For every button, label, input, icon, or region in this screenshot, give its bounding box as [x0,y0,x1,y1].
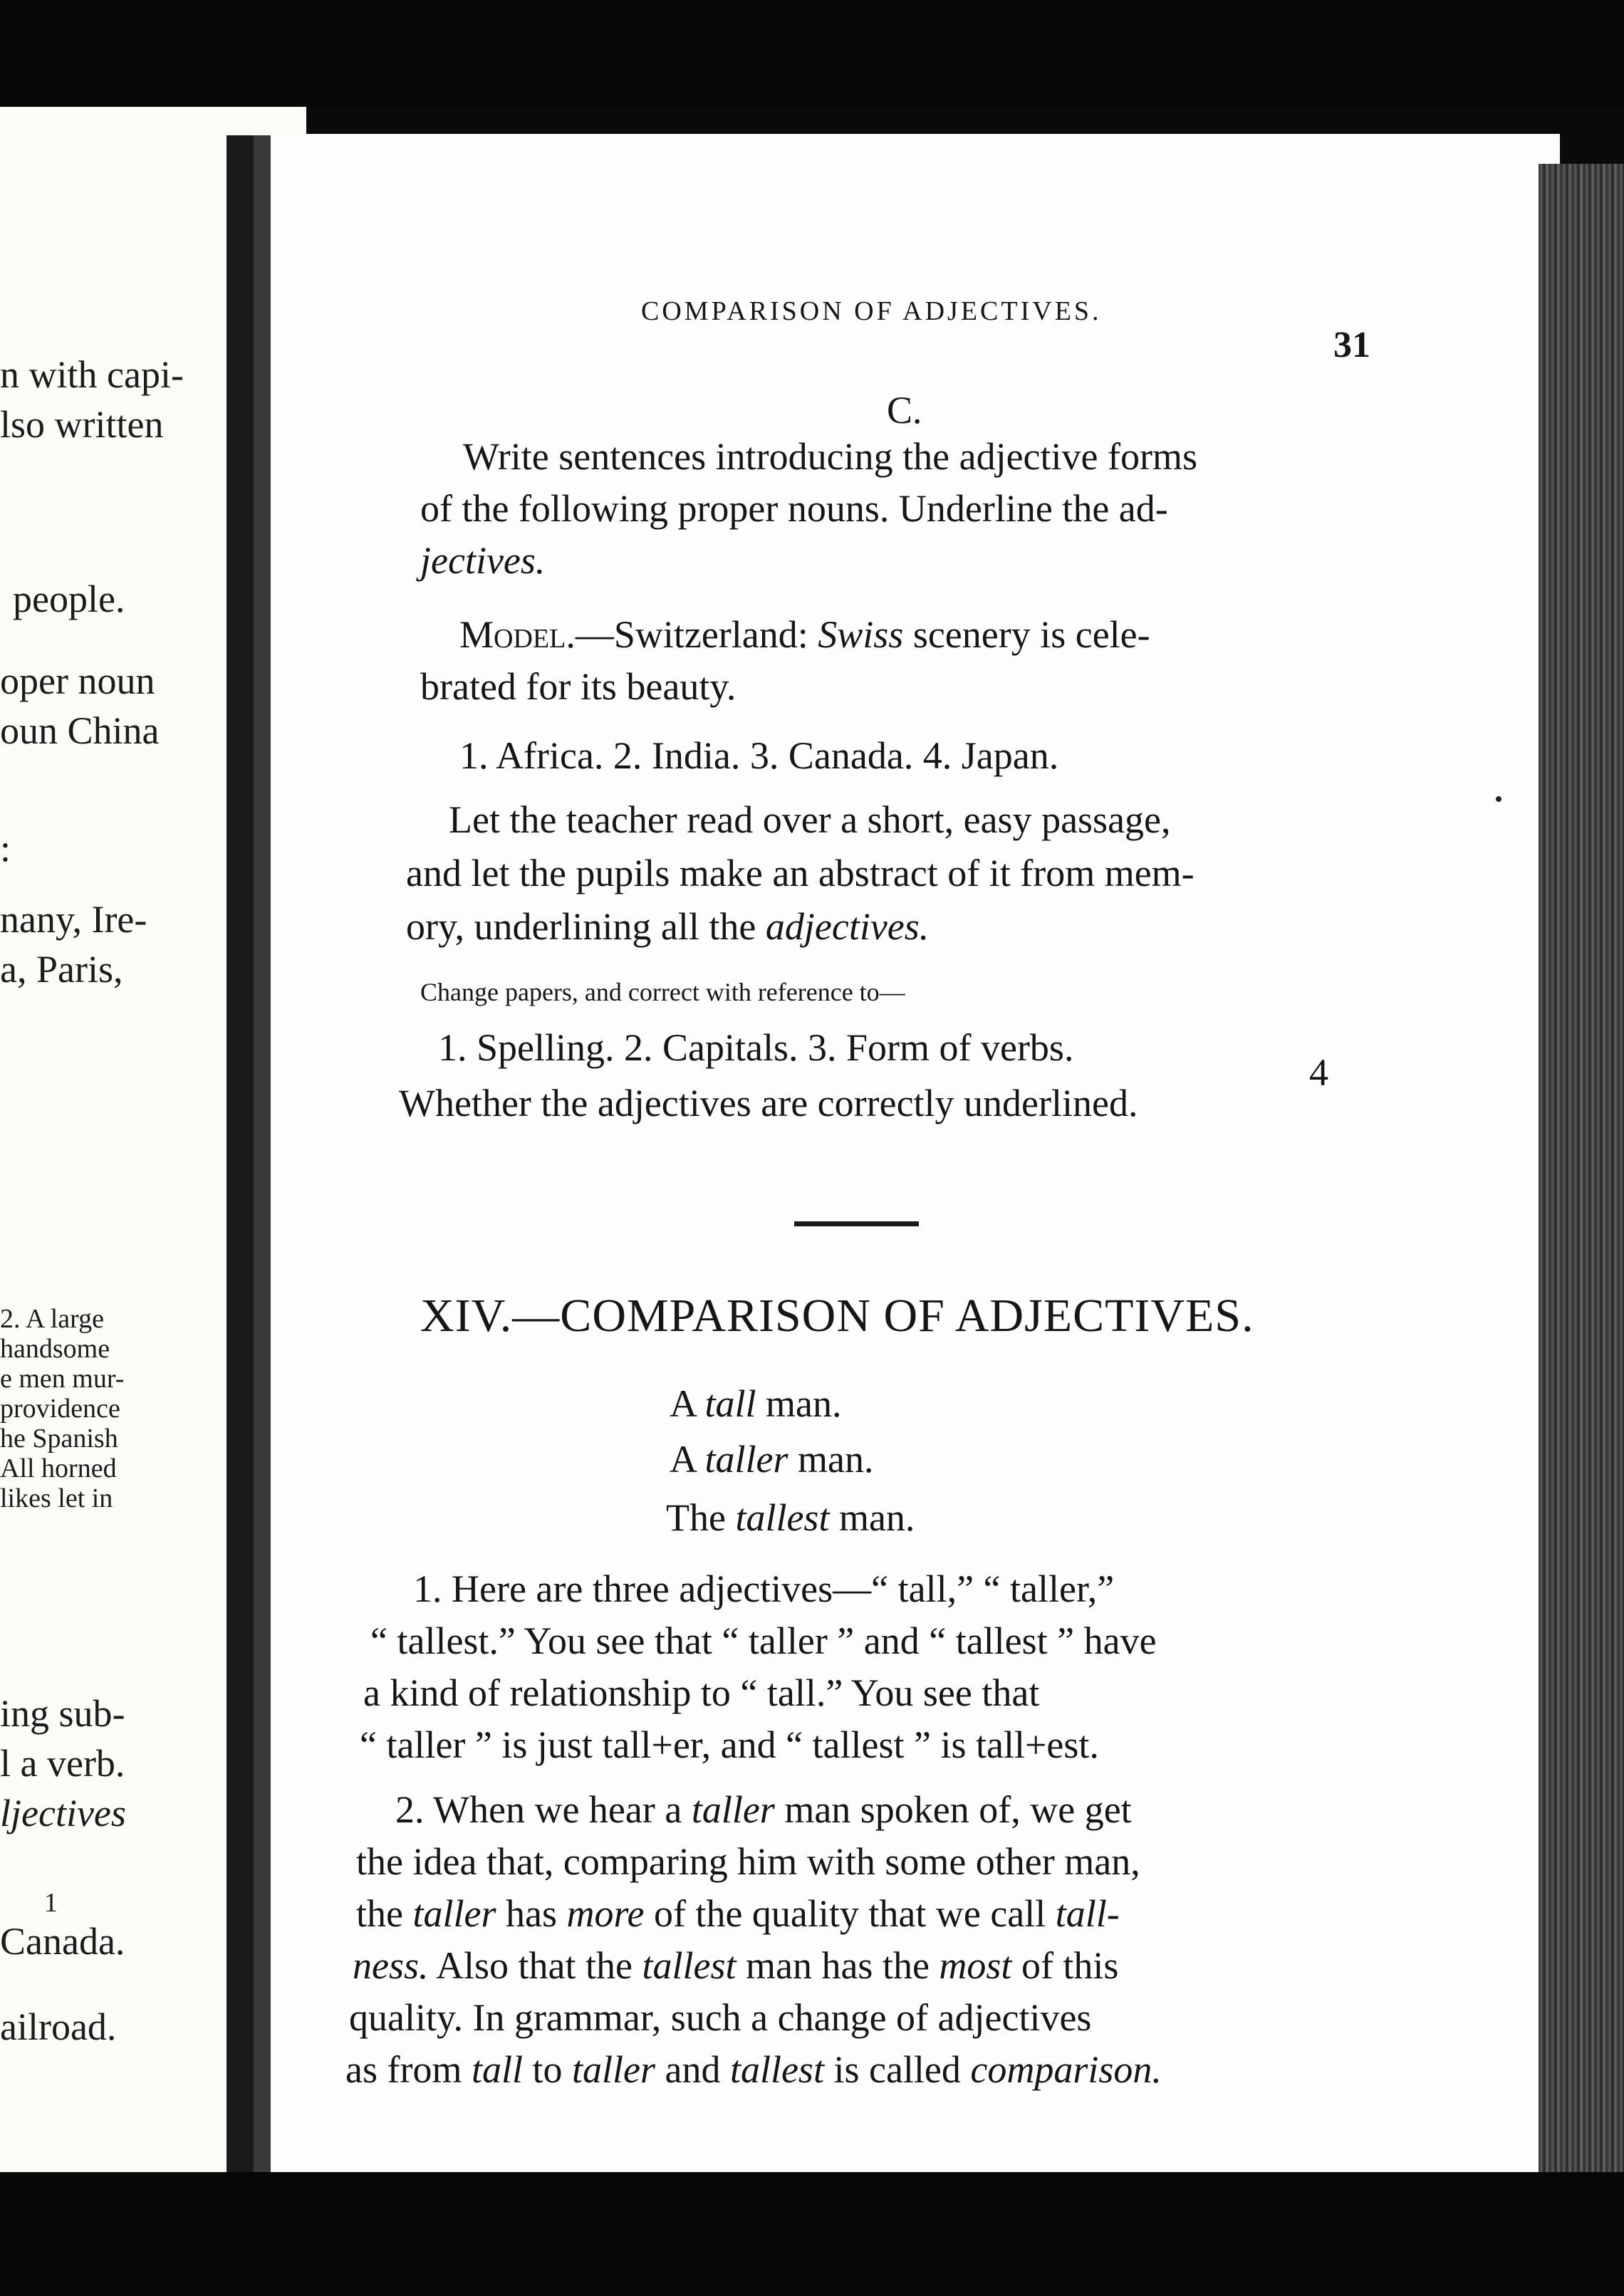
left-line: 2. A large [0,1304,105,1334]
model-label: Model. [459,613,576,656]
p2-italic: tallest [642,1944,736,1987]
left-line: ailroad. [0,2005,117,2048]
example-adjective: tall [704,1382,756,1425]
p2-italic: tall [471,2048,523,2091]
left-line: he Spanish [0,1424,118,1454]
left-line: a, Paris, [0,948,123,991]
instruction-line: jectives. [420,539,546,582]
left-line: All horned [0,1454,117,1483]
check-line: 1. Spelling. 2. Capitals. 3. Form of verbs. [438,1026,1074,1069]
book-gutter [227,135,254,2186]
left-line: handsome [0,1334,110,1364]
section-letter: C. [887,389,922,432]
teacher-line: Let the teacher read over a short, easy passage, [449,798,1171,841]
left-line: 1 [44,1888,58,1918]
check-number: 4 [1309,1051,1328,1094]
teacher-line [406,904,929,949]
p2-italic: most [939,1944,1012,1987]
p2-text: 2. When we hear a [395,1788,692,1831]
paragraph-2-line: the idea that, comparing him with some other man, [356,1840,1140,1883]
left-line: : [0,827,11,870]
p2-text: man spoken of, we get [774,1788,1132,1831]
example-text: man. [756,1382,842,1425]
teacher-line: and let the pupils make an abstract of it from mem- [406,852,1194,894]
example-text: man. [788,1438,874,1481]
change-papers-note: Change papers, and correct with reference to— [420,978,905,1006]
p2-text: the [356,1892,413,1935]
page-number: 31 [1333,325,1370,365]
paragraph-2-line [356,1891,1120,1936]
example-line [670,1382,842,1426]
p2-italic: more [566,1892,645,1935]
left-line: Canada. [0,1920,125,1963]
running-header: COMPARISON OF ADJECTIVES. [641,296,1102,326]
left-line: n with capi- [0,353,184,396]
instruction-line: of the following proper nouns. Underline the ad- [420,487,1168,530]
p2-italic: tall- [1055,1892,1120,1935]
check-line: Whether the adjectives are correctly underlined. [399,1082,1138,1124]
chapter-title: XIV.—COMPARISON OF ADJECTIVES. [420,1290,1254,1342]
example-adjective: tallest [735,1496,830,1539]
p2-text: to [522,2048,572,2091]
left-line: ing sub- [0,1692,125,1735]
left-line: providence [0,1394,120,1424]
example-line [670,1437,874,1481]
example-text: A [670,1382,705,1425]
p2-text: has [496,1892,567,1935]
teacher-italic: adjectives. [765,905,930,948]
p2-italic: comparison. [970,2048,1162,2091]
example-text: man. [829,1496,915,1539]
left-line: nany, Ire- [0,898,147,941]
p2-italic: tallest [729,2048,824,2091]
p2-text: Also that the [428,1944,642,1987]
example-adjective: taller [704,1438,788,1481]
paragraph-2-line [395,1788,1132,1832]
scan-top-border [0,0,1624,107]
paragraph-2-line [353,1943,1118,1988]
example-text: A [670,1438,705,1481]
model-text: scenery is cele- [903,613,1150,656]
model-text: —Switzerland: [575,613,818,656]
paragraph-1-line: “ tallest.” You see that “ taller ” and “ tallest ” have [370,1619,1157,1662]
p2-italic: taller [412,1892,496,1935]
p2-text: is called [823,2048,971,2091]
left-line: people. [13,578,125,620]
paragraph-2-line: quality. In grammar, such a change of adjectives [349,1996,1092,2039]
paragraph-2-line [345,2047,1162,2092]
p2-text: of this [1011,1944,1119,1987]
left-line: oper noun [0,659,155,702]
example-text: The [666,1496,736,1539]
p2-text: of the quality that we call [644,1892,1056,1935]
p2-italic: taller [571,2048,655,2091]
model-line [459,612,1150,657]
left-line: lso written [0,403,164,446]
left-line: e men mur- [0,1364,125,1394]
p2-text: man has the [736,1944,939,1987]
paragraph-1-line: 1. Here are three adjectives—“ tall,” “ taller,” [413,1567,1115,1610]
p2-italic: taller [691,1788,775,1831]
example-line [666,1496,915,1540]
paragraph-1-line: a kind of relationship to “ tall.” You see that [363,1671,1040,1714]
page-edges [1539,164,1624,2193]
gutter-shadow [254,135,271,2186]
paragraph-1-line: “ taller ” is just tall+er, and “ tallest ” is tall+est. [360,1723,1099,1766]
p2-italic: ness. [353,1944,429,1987]
section-rule [794,1221,919,1226]
left-line: oun China [0,709,160,752]
ink-speck [1496,796,1501,802]
left-line: likes let in [0,1483,113,1513]
left-line: ljectives [0,1792,126,1835]
instruction-line: Write sentences introducing the adjective forms [463,435,1197,478]
teacher-text: ory, underlining all the [406,905,766,948]
p2-text: as from [345,2048,472,2091]
model-line: brated for its beauty. [420,665,736,708]
model-adjective: Swiss [818,613,904,656]
left-line: l a verb. [0,1742,125,1785]
p2-text: and [655,2048,730,2091]
scan-bottom-border [0,2172,1624,2296]
exercise-items: 1. Africa. 2. India. 3. Canada. 4. Japan. [459,734,1059,777]
